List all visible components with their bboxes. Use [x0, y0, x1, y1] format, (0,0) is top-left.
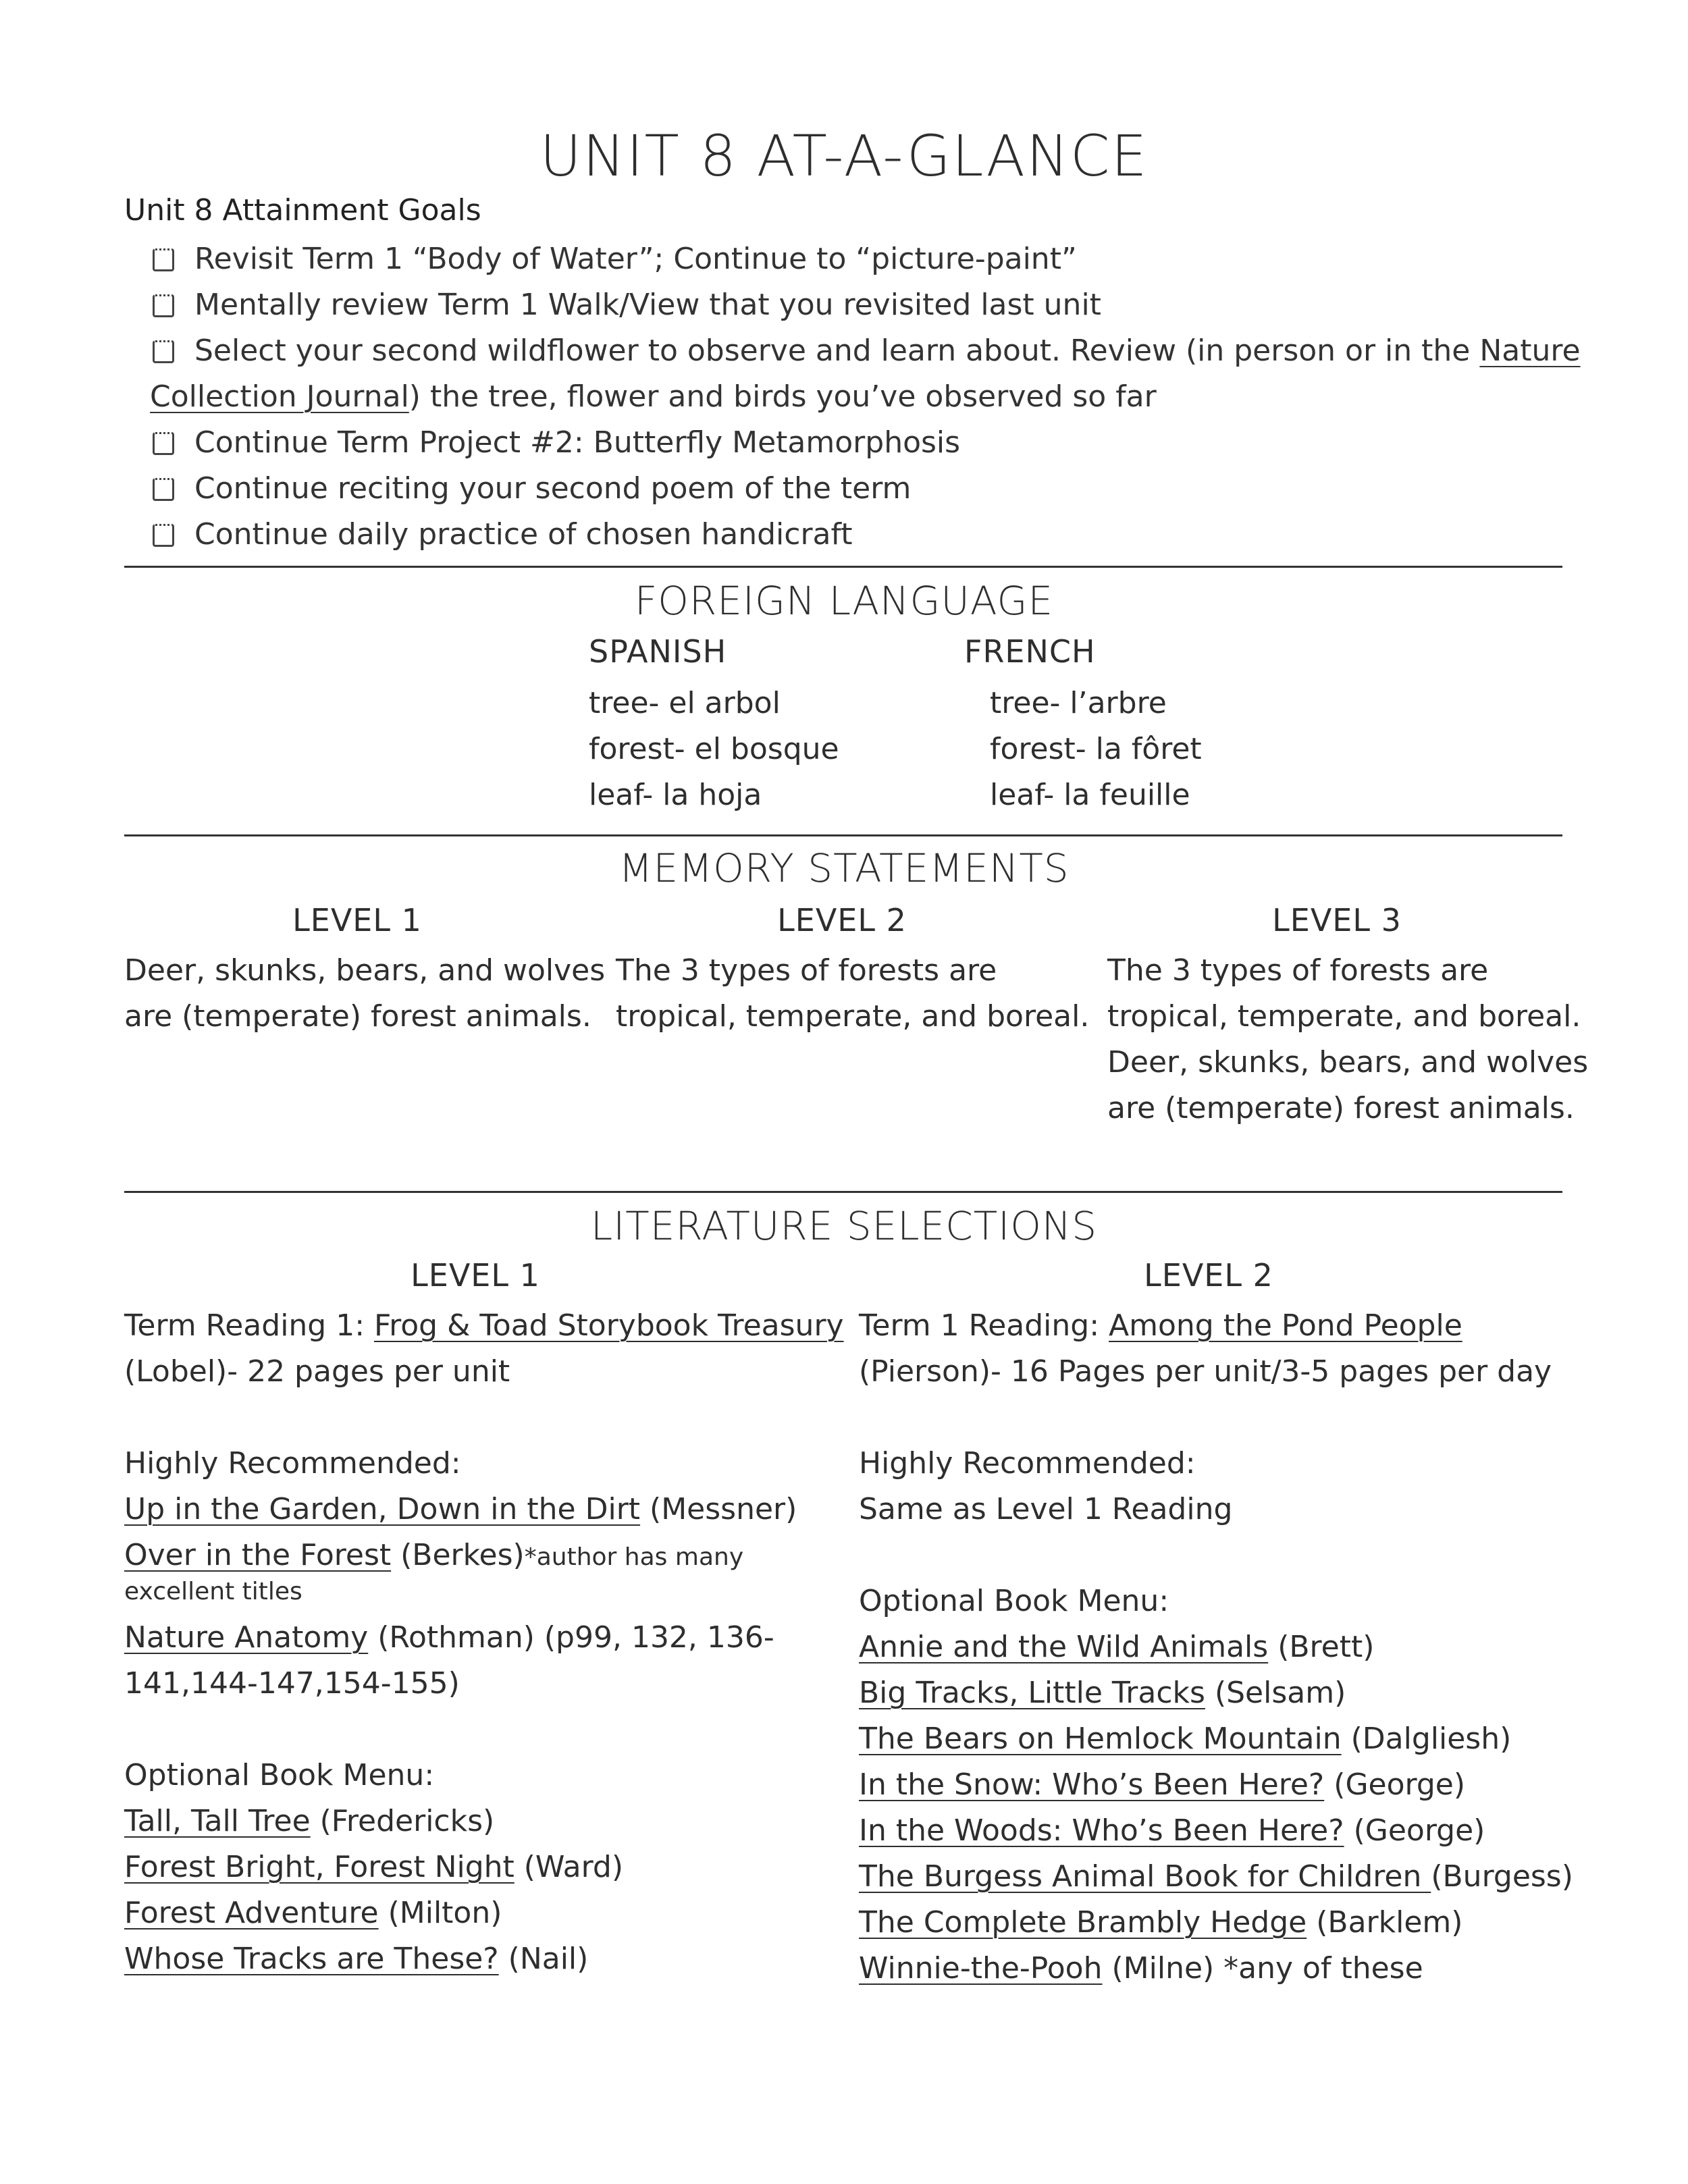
page-title: UNIT 8 AT-A-GLANCE [539, 123, 1149, 189]
checkbox-icon[interactable] [153, 478, 174, 501]
recommended-book: Over in the Forest (Berkes)*author has many [124, 1538, 744, 1572]
memory-statements-title: MEMORY STATEMENTS [618, 845, 1070, 891]
memory-level-3-line: The 3 types of forests are [1107, 953, 1489, 988]
memory-level-2-line: The 3 types of forests are [616, 953, 997, 988]
recommended-pages: 141,144-147,154-155) [124, 1666, 460, 1701]
goal-item[interactable]: Continue daily practice of chosen handicraft [153, 512, 852, 558]
divider [124, 834, 1562, 836]
nature-collection-journal-link[interactable]: Nature [1479, 334, 1581, 368]
memory-level-1-label: LEVEL 1 [292, 902, 422, 938]
memory-level-3-line: tropical, temperate, and boreal. [1107, 999, 1581, 1034]
nature-collection-journal-link[interactable]: Collection Journal [150, 379, 409, 414]
checkbox-icon[interactable] [153, 340, 174, 363]
divider [124, 566, 1562, 568]
recommended-book: Nature Anatomy (Rothman) (p99, 132, 136- [124, 1620, 774, 1655]
book-title-link[interactable]: Nature Anatomy [124, 1620, 369, 1655]
optional-book: In the Snow: Who’s Been Here? (George) [859, 1767, 1466, 1802]
goal-item-continuation: Collection Journal) the tree, flower and birds you’ve observed so far [150, 379, 1157, 414]
optional-book: Winnie-the-Pooh (Milne) *any of these [859, 1951, 1423, 1986]
highly-recommended-heading: Highly Recommended: [124, 1446, 461, 1481]
divider [124, 1191, 1562, 1193]
optional-book: Whose Tracks are These? (Nail) [124, 1942, 589, 1976]
optional-book: Forest Adventure (Milton) [124, 1896, 502, 1930]
french-word: leaf- la feuille [990, 778, 1190, 812]
book-title-link[interactable]: Frog & Toad Storybook Treasury [374, 1308, 844, 1343]
highly-recommended-heading: Highly Recommended: [859, 1446, 1196, 1481]
optional-book: Big Tracks, Little Tracks (Selsam) [859, 1676, 1346, 1710]
optional-book: Forest Bright, Forest Night (Ward) [124, 1850, 623, 1884]
optional-book: The Complete Brambly Hedge (Barklem) [859, 1905, 1463, 1940]
spanish-heading: SPANISH [589, 633, 727, 670]
french-word: forest- la fôret [990, 732, 1202, 766]
foreign-language-title: FOREIGN LANGUAGE [634, 578, 1054, 624]
book-title-link[interactable]: Up in the Garden, Down in the Dirt [124, 1492, 641, 1526]
book-title-link[interactable]: The Complete Brambly Hedge [859, 1905, 1307, 1940]
literature-level-1-label: LEVEL 1 [411, 1257, 540, 1294]
book-title-link[interactable]: Annie and the Wild Animals [859, 1630, 1269, 1664]
goal-item[interactable]: Continue Term Project #2: Butterfly Metamorphosis [153, 420, 960, 466]
memory-level-3-line: Deer, skunks, bears, and wolves [1107, 1045, 1589, 1080]
optional-book: The Burgess Animal Book for Children (Burgess) [859, 1859, 1573, 1894]
book-title-link[interactable]: In the Woods: Who’s Been Here? [859, 1813, 1344, 1848]
goal-item[interactable]: Continue reciting your second poem of the term [153, 466, 911, 512]
book-title-link[interactable]: Forest Bright, Forest Night [124, 1850, 515, 1884]
book-title-link[interactable]: Over in the Forest [124, 1538, 392, 1572]
literature-level-2-label: LEVEL 2 [1144, 1257, 1273, 1294]
french-heading: FRENCH [964, 633, 1096, 670]
memory-level-2-label: LEVEL 2 [777, 902, 907, 938]
book-title-link[interactable]: The Burgess Animal Book for Children [859, 1859, 1431, 1894]
recommended-book: Up in the Garden, Down in the Dirt (Messner) [124, 1492, 797, 1526]
book-title-link[interactable]: Whose Tracks are These? [124, 1942, 499, 1976]
french-word: tree- l’arbre [990, 686, 1167, 720]
book-title-link[interactable]: In the Snow: Who’s Been Here? [859, 1767, 1325, 1802]
goals-heading: Unit 8 Attainment Goals [124, 193, 481, 228]
goal-item[interactable]: Select your second wildflower to observe and learn about. Review (in person or in the Nature [153, 328, 1581, 374]
checkbox-icon[interactable] [153, 248, 174, 271]
optional-book: Tall, Tall Tree (Fredericks) [124, 1804, 495, 1838]
book-title-link[interactable]: Big Tracks, Little Tracks [859, 1676, 1205, 1710]
memory-level-3-label: LEVEL 3 [1272, 902, 1402, 938]
spanish-word: forest- el bosque [589, 732, 839, 766]
book-title-link[interactable]: Forest Adventure [124, 1896, 379, 1930]
memory-level-2-line: tropical, temperate, and boreal. [616, 999, 1090, 1034]
recommended-text: Same as Level 1 Reading [859, 1492, 1233, 1526]
term-reading-detail: (Pierson)- 16 Pages per unit/3-5 pages per day [859, 1354, 1552, 1389]
term-reading: Term 1 Reading: Among the Pond People [859, 1308, 1462, 1343]
checkbox-icon[interactable] [153, 294, 174, 317]
term-reading: Term Reading 1: Frog & Toad Storybook Treasury [124, 1308, 844, 1343]
memory-level-1-line: Deer, skunks, bears, and wolves [124, 953, 606, 988]
optional-menu-heading: Optional Book Menu: [859, 1584, 1169, 1618]
literature-selections-title: LITERATURE SELECTIONS [590, 1203, 1098, 1249]
book-title-link[interactable]: Winnie-the-Pooh [859, 1951, 1103, 1986]
goal-item[interactable]: Mentally review Term 1 Walk/View that you revisited last unit [153, 282, 1101, 328]
checkbox-icon[interactable] [153, 524, 174, 547]
spanish-word: tree- el arbol [589, 686, 781, 720]
checkbox-icon[interactable] [153, 432, 174, 455]
memory-level-3-line: are (temperate) forest animals. [1107, 1091, 1575, 1125]
optional-book: The Bears on Hemlock Mountain (Dalgliesh) [859, 1722, 1512, 1756]
spanish-word: leaf- la hoja [589, 778, 762, 812]
term-reading-detail: (Lobel)- 22 pages per unit [124, 1354, 510, 1389]
book-title-link[interactable]: Among the Pond People [1109, 1308, 1462, 1343]
optional-book: Annie and the Wild Animals (Brett) [859, 1630, 1375, 1664]
book-title-link[interactable]: Tall, Tall Tree [124, 1804, 311, 1838]
optional-book: In the Woods: Who’s Been Here? (George) [859, 1813, 1485, 1848]
recommended-note: excellent titles [124, 1578, 302, 1605]
book-title-link[interactable]: The Bears on Hemlock Mountain [859, 1722, 1342, 1756]
memory-level-1-line: are (temperate) forest animals. [124, 999, 591, 1034]
optional-menu-heading: Optional Book Menu: [124, 1758, 435, 1792]
goal-item[interactable]: Revisit Term 1 “Body of Water”; Continue to “picture-paint” [153, 236, 1077, 282]
